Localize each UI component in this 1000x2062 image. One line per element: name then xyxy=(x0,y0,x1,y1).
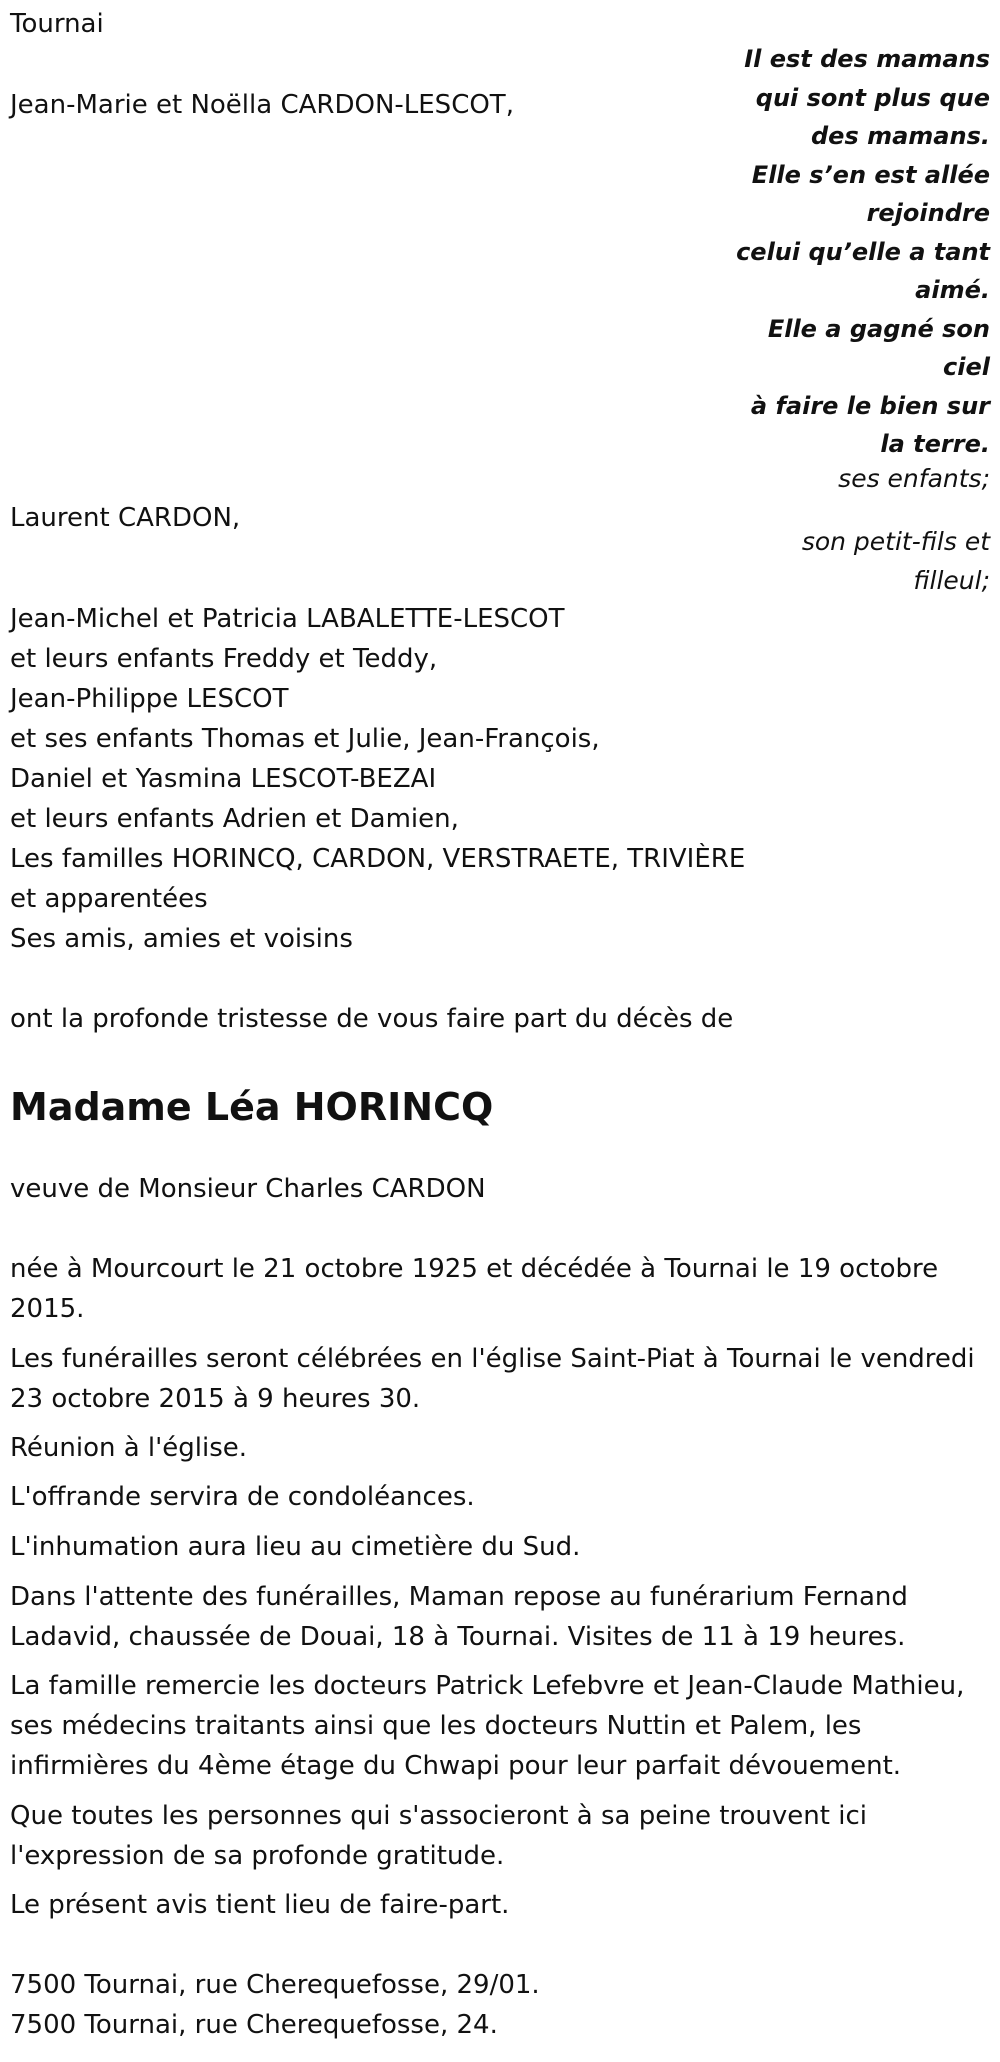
offering-note: L'offrande servira de condoléances. xyxy=(10,1482,475,1512)
gratitude-note: Que toutes les personnes qui s'associeront à sa peine trouvent ici l'expression de sa profonde gratitude. xyxy=(10,1801,867,1871)
relative-line: Jean-Michel et Patricia LABALETTE-LESCOT xyxy=(10,604,565,634)
funeral-details: Les funérailles seront célébrées en l'église Saint-Piat à Tournai le vendredi 23 octobre 2015 à 9 heures 30. xyxy=(10,1344,975,1414)
resting-place: Dans l'attente des funérailles, Maman repose au funérarium Fernand Ladavid, chaussée de Douai, 18 à Tournai. Visites de 11 à 19 heures. xyxy=(10,1582,908,1652)
relative-line: Les familles HORINCQ, CARDON, VERSTRAETE, TRIVIÈRE xyxy=(10,844,746,874)
relative-line: Daniel et Yasmina LESCOT-BEZAI xyxy=(10,764,437,794)
poem-line: qui sont plus que xyxy=(755,83,990,112)
children-names: Jean-Marie et Noëlla CARDON-LESCOT, xyxy=(10,90,514,120)
poem-line: aimé. xyxy=(915,276,990,304)
poem-line: Elle a gagné son xyxy=(767,314,990,343)
meeting-place: Réunion à l'église. xyxy=(10,1433,248,1463)
notice-note: Le présent avis tient lieu de faire-part. xyxy=(10,1890,510,1920)
poem-line: ciel xyxy=(943,353,990,381)
poem-line: des mamans. xyxy=(811,122,990,150)
poem-line: la terre. xyxy=(880,430,990,458)
relative-line: et leurs enfants Adrien et Damien, xyxy=(10,804,459,834)
grandson-name: Laurent CARDON, xyxy=(10,503,241,533)
relative-line: et ses enfants Thomas et Julie, Jean-François, xyxy=(10,724,600,754)
children-role: ses enfants; xyxy=(838,464,990,493)
place-header: Tournai xyxy=(10,9,104,39)
family-thanks: La famille remercie les docteurs Patrick Lefebvre et Jean-Claude Mathieu, ses médecins traitants ainsi que les docteurs Nuttin et Palem, les infirmières du 4ème étage du Chwapi pour leur parfait dévouement. xyxy=(10,1671,965,1781)
poem-line: à faire le bien sur xyxy=(750,391,990,420)
address-line: 7500 Tournai, rue Cherequefosse, 29/01. xyxy=(10,1970,540,2000)
widow-of: veuve de Monsieur Charles CARDON xyxy=(10,1174,486,1204)
burial-place: L'inhumation aura lieu au cimetière du Sud. xyxy=(10,1532,581,1562)
relative-line: Jean-Philippe LESCOT xyxy=(10,684,289,714)
poem-line: rejoindre xyxy=(866,199,990,227)
poem-line: celui qu’elle a tant xyxy=(736,237,990,266)
relative-line: Ses amis, amies et voisins xyxy=(10,924,353,954)
poem xyxy=(720,40,990,464)
address-line: 7500 Tournai, rue Cherequefosse, 24. xyxy=(10,2010,498,2040)
deceased-name: Madame Léa HORINCQ xyxy=(10,1085,494,1129)
relative-line: et leurs enfants Freddy et Teddy, xyxy=(10,644,438,674)
poem-line: Elle s’en est allée xyxy=(751,160,990,189)
birth-death-dates: née à Mourcourt le 21 octobre 1925 et décédée à Tournai le 19 octobre 2015. xyxy=(10,1254,939,1324)
poem-line: Il est des mamans xyxy=(744,45,990,73)
relative-line: et apparentées xyxy=(10,884,208,914)
grandson-role: son petit-fils et filleul; xyxy=(801,527,990,595)
announcement-intro: ont la profonde tristesse de vous faire part du décès de xyxy=(10,1004,734,1034)
